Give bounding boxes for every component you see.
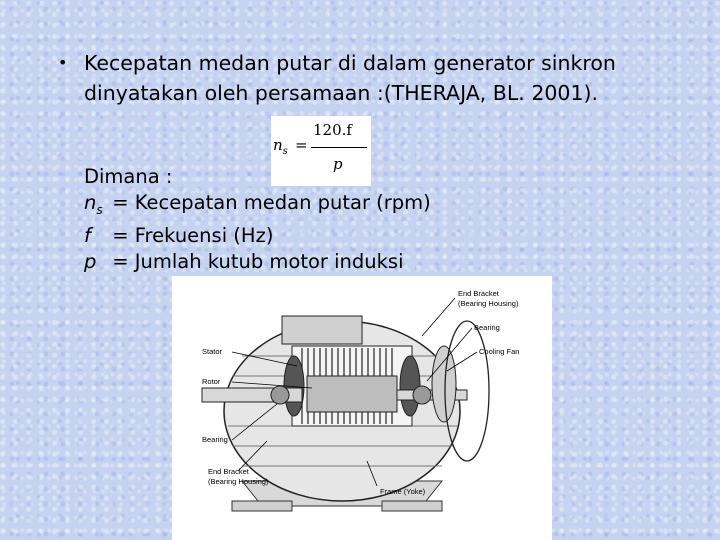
bullet-text [84, 48, 694, 108]
label-end-bracket-bottom: End Bracket [208, 467, 249, 476]
definitions-heading: Dimana : [84, 165, 173, 188]
definition-row-f [84, 223, 431, 249]
formula-equals: = [295, 136, 308, 154]
motor-cutaway-figure [172, 276, 552, 540]
label-end-bracket-bottom-sub: (Bearing Housing) [208, 477, 269, 486]
formula-numerator: 120.f [313, 121, 352, 139]
definition-symbol: p [84, 249, 97, 273]
definition-desc: = Kecepatan medan putar (rpm) [112, 191, 431, 214]
label-stator: Stator [202, 347, 223, 356]
label-end-bracket-top-sub: (Bearing Housing) [458, 299, 519, 308]
formula-denominator: p [333, 155, 343, 173]
label-rotor: Rotor [202, 377, 221, 386]
definition-symbol: $n_s$ [84, 191, 103, 217]
formula-lhs: $n_s$ [273, 136, 288, 157]
label-frame: Frame (Yoke) [380, 487, 426, 496]
label-cooling-fan: Cooling Fan [479, 347, 520, 356]
definition-desc: = Jumlah kutub motor induksi [112, 249, 404, 273]
label-end-bracket-top: End Bracket [458, 289, 499, 298]
definition-symbol: f [84, 223, 91, 247]
definition-row-p [84, 249, 431, 275]
bullet-text-line-2: dinyatakan oleh persamaan :(THERAJA, BL. 2001). [84, 81, 599, 105]
fraction-bar [311, 147, 367, 148]
label-bearing-right: Bearing [474, 323, 500, 332]
motor-cutaway-drawing [172, 276, 552, 540]
bullet-marker: • [58, 53, 68, 72]
definition-row-ns [84, 190, 431, 223]
definition-desc: = Frekuensi (Hz) [112, 223, 274, 247]
label-bearing-left: Bearing [202, 435, 228, 444]
definitions [84, 164, 431, 275]
bullet-text-line-1: Kecepatan medan putar di dalam generator sinkron [84, 51, 616, 75]
